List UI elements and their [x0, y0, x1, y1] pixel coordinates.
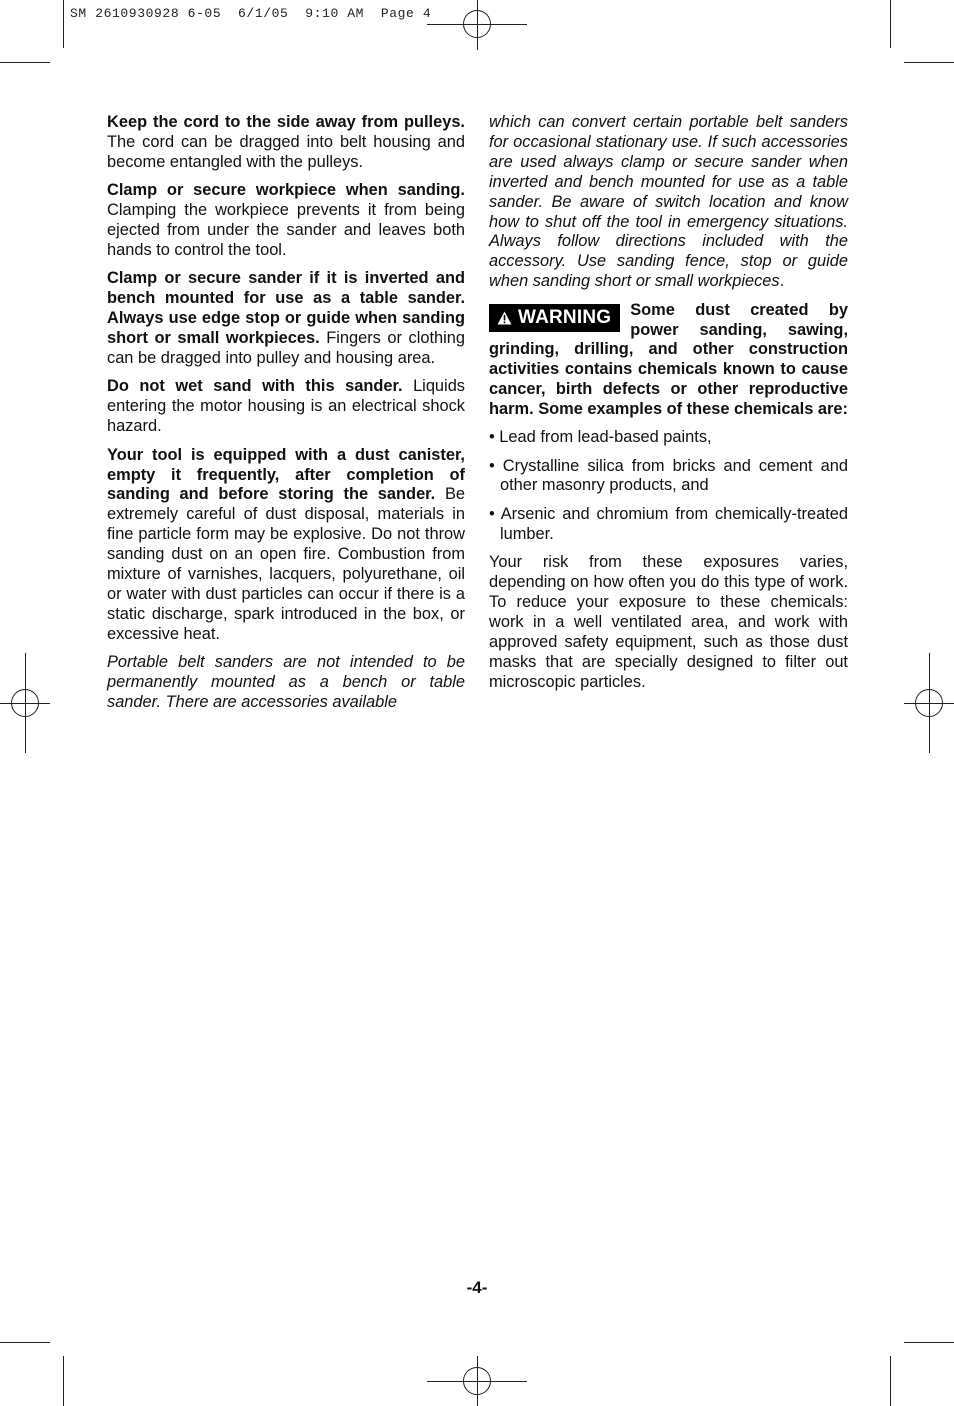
right-column	[489, 113, 848, 701]
stationary-use-paragraph: Portable belt sanders are not intended to be permanently mounted as a bench or table sander. There are accessories available	[107, 653, 465, 711]
warning-text: Some dust created by power sanding, sawing, grinding, drilling, and other construction activities contains chemicals known to cause cancer, birth defects or other reproductive harm. Some examples of these chemicals are:	[489, 300, 848, 419]
warning-block	[489, 301, 848, 420]
bullet-silica: • Crystalline silica from bricks and cement and other masonry products, and	[489, 456, 848, 495]
print-slug: SM 2610930928 6-05 6/1/05 9:10 AM Page 4	[70, 6, 432, 21]
warning-badge	[489, 304, 620, 332]
bullet-lead: • Lead from lead-based paints,	[489, 428, 712, 447]
clamp-sander-paragraph: Clamp or secure sander if it is inverted and bench mounted for use as a table sander. Always use edge stop or guide when sanding short or small workpieces. Fingers or clothing can be dragged into pulley and housing area.	[107, 269, 466, 367]
warning-label: WARNING	[518, 307, 612, 329]
dust-canister-paragraph: Your tool is equipped with a dust canister, empty it frequently, after completion of sanding and before storing the sander. Be extremely careful of dust disposal, materials in fine particle form may be explosive. Do not throw sanding dust on an open fire. Combustion from mixture of varnishes, lacquers, polyurethane, oil or water with dust particles can occur if there is a static discharge, spark introduced in the box, or excessive heat.	[107, 445, 465, 643]
page-number: -4-	[466, 1278, 488, 1297]
exposure-risk-paragraph: Your risk from these exposures varies, depending on how often you do this type of work. To reduce your exposure to these chemicals: work in a well ventilated area, and work with approved safety equipment, such as those dust masks that are specially designed to filter out microscopic particles.	[489, 553, 848, 691]
bullet-arsenic: • Arsenic and chromium from chemically-treated lumber.	[489, 504, 848, 543]
warning-triangle-icon	[497, 311, 512, 325]
clamp-workpiece-paragraph: Clamp or secure workpiece when sanding. Clamping the workpiece prevents it from being ejected from under the sander and leaves both hands to control the tool.	[107, 181, 465, 259]
stationary-use-continued: which can convert certain portable belt sanders for occasional stationary use. If such accessories are used always clamp or secure sander when inverted and bench mounted for use as a table sander. Be aware of switch location and know how to shut off the tool in emergency situations. Always follow directions included with the accessory. Use sanding fence, stop or guide when sanding short or small workpieces.	[489, 113, 848, 291]
wet-sand-paragraph: Do not wet sand with this sander. Liquids entering the motor housing is an electrical shock hazard.	[107, 377, 466, 436]
left-column	[107, 113, 465, 721]
cord-warning-paragraph: Keep the cord to the side away from pulleys. The cord can be dragged into belt housing and become entangled with the pulleys.	[107, 113, 465, 171]
